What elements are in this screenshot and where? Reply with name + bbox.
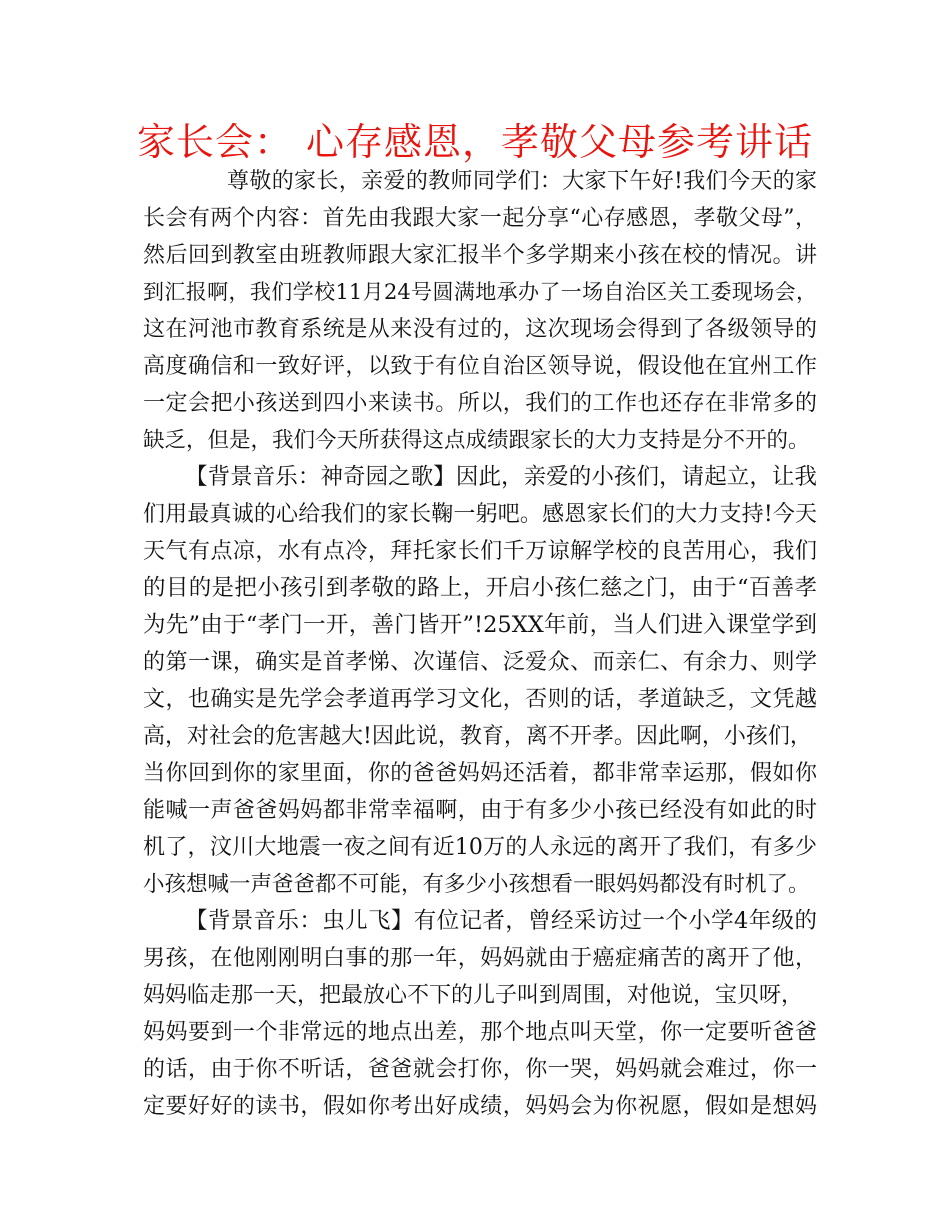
text-line: 缺乏，但是，我们今天所获得这点成绩跟家长的大力支持是分不开的。 (143, 428, 810, 453)
text-line: 天气有点凉，水有点冷，拜托家长们千万谅解学校的良苦用心，我们 (143, 539, 817, 564)
text-line: 男孩，在他刚刚明白事的那一年，妈妈就由于癌症痛苦的离开了他， (143, 946, 817, 971)
text-line: 能喊一声爸爸妈妈都非常幸福啊，由于有多少小孩已经没有如此的时 (143, 798, 817, 823)
document-title: 家长会： 心存感恩，孝敬父母参考讲话 (136, 120, 814, 164)
text-line: 妈妈要到一个非常远的地点出差，那个地点叫天堂，你一定要听爸爸 (143, 1020, 817, 1045)
text-line: 尊敬的家长，亲爱的教师同学们：大家下午好!我们今天的家 (227, 169, 817, 194)
text-line: 【背景音乐：虫儿飞】有位记者，曾经采访过一个小学4年级的 (185, 908, 817, 934)
text-line: 的目的是把小孩引到孝敬的路上，开启小孩仁慈之门，由于“百善孝 (143, 575, 817, 601)
text-line: 们用最真诚的心给我们的家长鞠一躬吧。感恩家长们的大力支持!今天 (143, 502, 817, 527)
text-line: 高，对社会的危害越大!因此说，教育，离不开孝。因此啊，小孩们， (143, 724, 812, 749)
text-line: 定要好好的读书，假如你考出好成绩，妈妈会为你祝愿，假如是想妈 (143, 1094, 817, 1119)
text-line: 到汇报啊，我们学校11月24号圆满地承办了一场自治区关工委现场会， (143, 280, 817, 304)
text-line: 文，也确实是先学会孝道再学习文化，否则的话，孝道缺乏，文凭越 (143, 687, 817, 712)
text-line: 为先”由于“孝门一开，善门皆开”!25XX年前，当人们进入课堂学到 (143, 612, 817, 638)
text-line: 高度确信和一致好评，以致于有位自治区领导说，假设他在宜州工作 (143, 354, 817, 379)
text-line: 的话，由于你不听话，爸爸就会打你，你一哭，妈妈就会难过，你一 (143, 1057, 817, 1082)
text-line: 然后回到教室由班教师跟大家汇报半个多学期来小孩在校的情况。讲 (143, 243, 817, 268)
text-line: 长会有两个内容：首先由我跟大家一起分享“心存感恩，孝敬父母”， (143, 206, 817, 231)
text-line: 机了，汶川大地震一夜之间有近10万的人永远的离开了我们，有多少 (143, 835, 817, 860)
text-line: 小孩想喊一声爸爸都不可能，有多少小孩想看一眼妈妈都没有时机了。 (143, 872, 810, 897)
document-body (143, 163, 817, 1125)
text-line: 妈妈临走那一天，把最放心不下的儿子叫到周围，对他说，宝贝呀， (143, 983, 804, 1008)
text-line: 一定会把小孩送到四小来读书。所以，我们的工作也还存在非常多的 (143, 391, 817, 416)
text-line: 【背景音乐：神奇园之歌】因此，亲爱的小孩们，请起立，让我 (185, 464, 817, 490)
text-line: 的第一课，确实是首孝悌、次谨信、泛爱众、而亲仁、有余力、则学 (143, 650, 817, 675)
text-line: 这在河池市教育系统是从来没有过的，这次现场会得到了各级领导的 (143, 317, 817, 342)
text-line: 当你回到你的家里面，你的爸爸妈妈还活着，都非常幸运那，假如你 (143, 761, 817, 786)
